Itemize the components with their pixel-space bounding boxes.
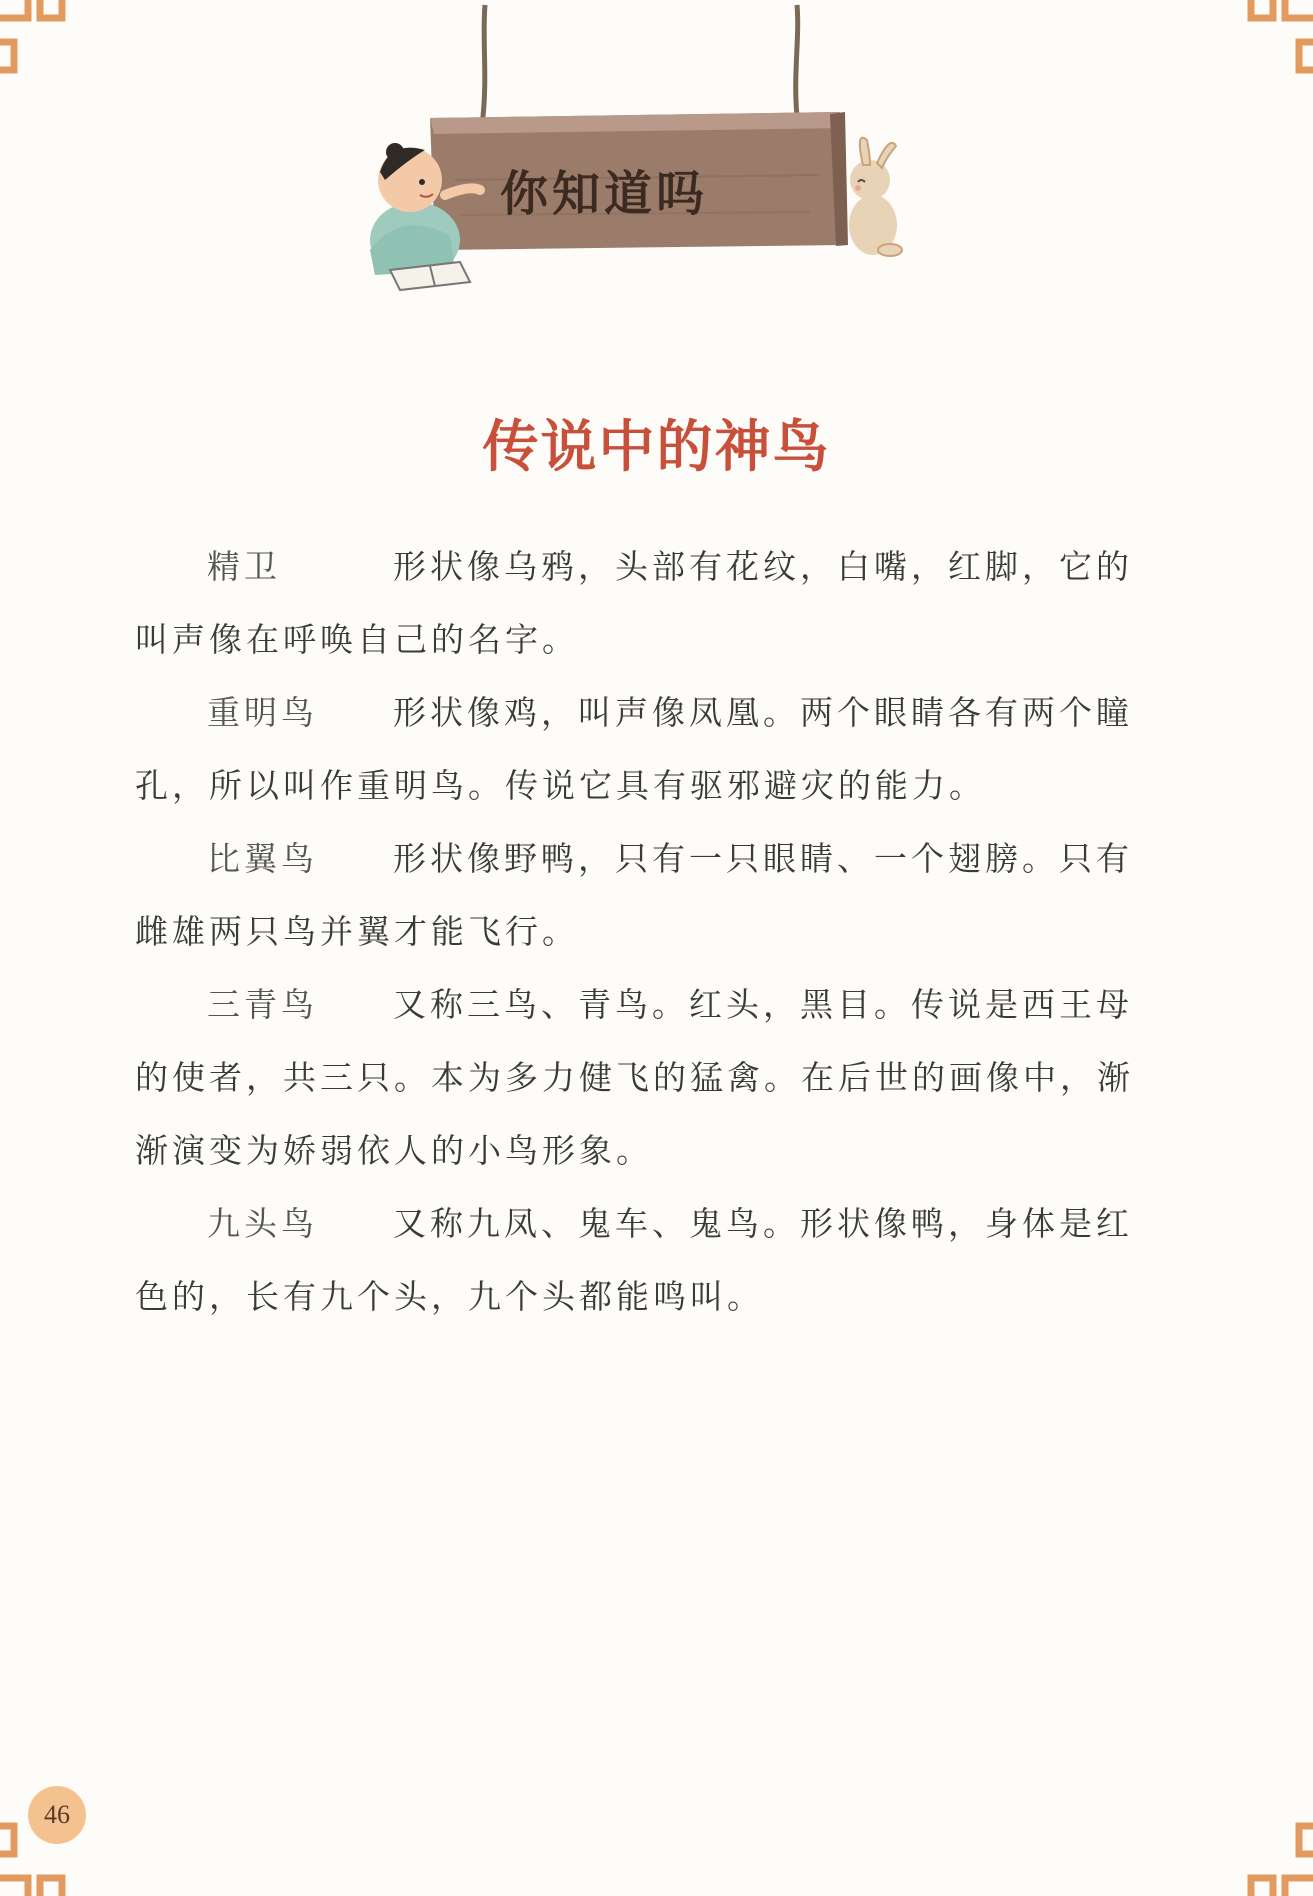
corner-ornament-top-right [1243,0,1313,80]
bird-name: 三青鸟 [207,985,318,1024]
entry-sanqingniao [135,968,1160,1187]
bird-entries [135,530,1160,1333]
bird-description: 又称九凤、鬼车、鬼鸟。形状像鸭，身体是红色的，长有九个头，九个头都能鸣叫。 [135,1204,1133,1316]
page-title: 传说中的神鸟 [482,413,831,480]
corner-ornament-bottom-right [1243,1816,1313,1896]
page-number: 46 [28,1786,86,1844]
bird-description: 形状像乌鸦，头部有花纹，白嘴，红脚，它的叫声像在呼唤自己的名字。 [135,547,1133,659]
bird-name: 重明鸟 [207,693,318,732]
bird-name: 精卫 [207,547,281,586]
rabbit-figure [849,138,902,256]
bird-name: 比翼鸟 [207,839,318,878]
entry-jiutouniao [135,1187,1160,1333]
entry-chongmingniao [135,676,1160,822]
bird-description: 形状像野鸭，只有一只眼睛、一个翅膀。只有雌雄两只鸟并翼才能飞行。 [135,839,1133,951]
corner-ornament-top-left [0,0,70,80]
entry-jingwei [135,530,1160,676]
entry-biyiniao [135,822,1160,968]
bird-description: 形状像鸡，叫声像凤凰。两个眼睛各有两个瞳孔，所以叫作重明鸟。传说它具有驱邪避灾的能力。 [135,693,1133,805]
sign-label: 你知道吗 [500,166,709,222]
bird-description: 又称三鸟、青鸟。红头，黑目。传说是西王母的使者，共三只。本为多力健飞的猛禽。在后世的画像中，渐渐演变为娇弱依人的小鸟形象。 [135,985,1134,1170]
hanging-sign-illustration [330,0,930,300]
bird-name: 九头鸟 [207,1204,318,1243]
